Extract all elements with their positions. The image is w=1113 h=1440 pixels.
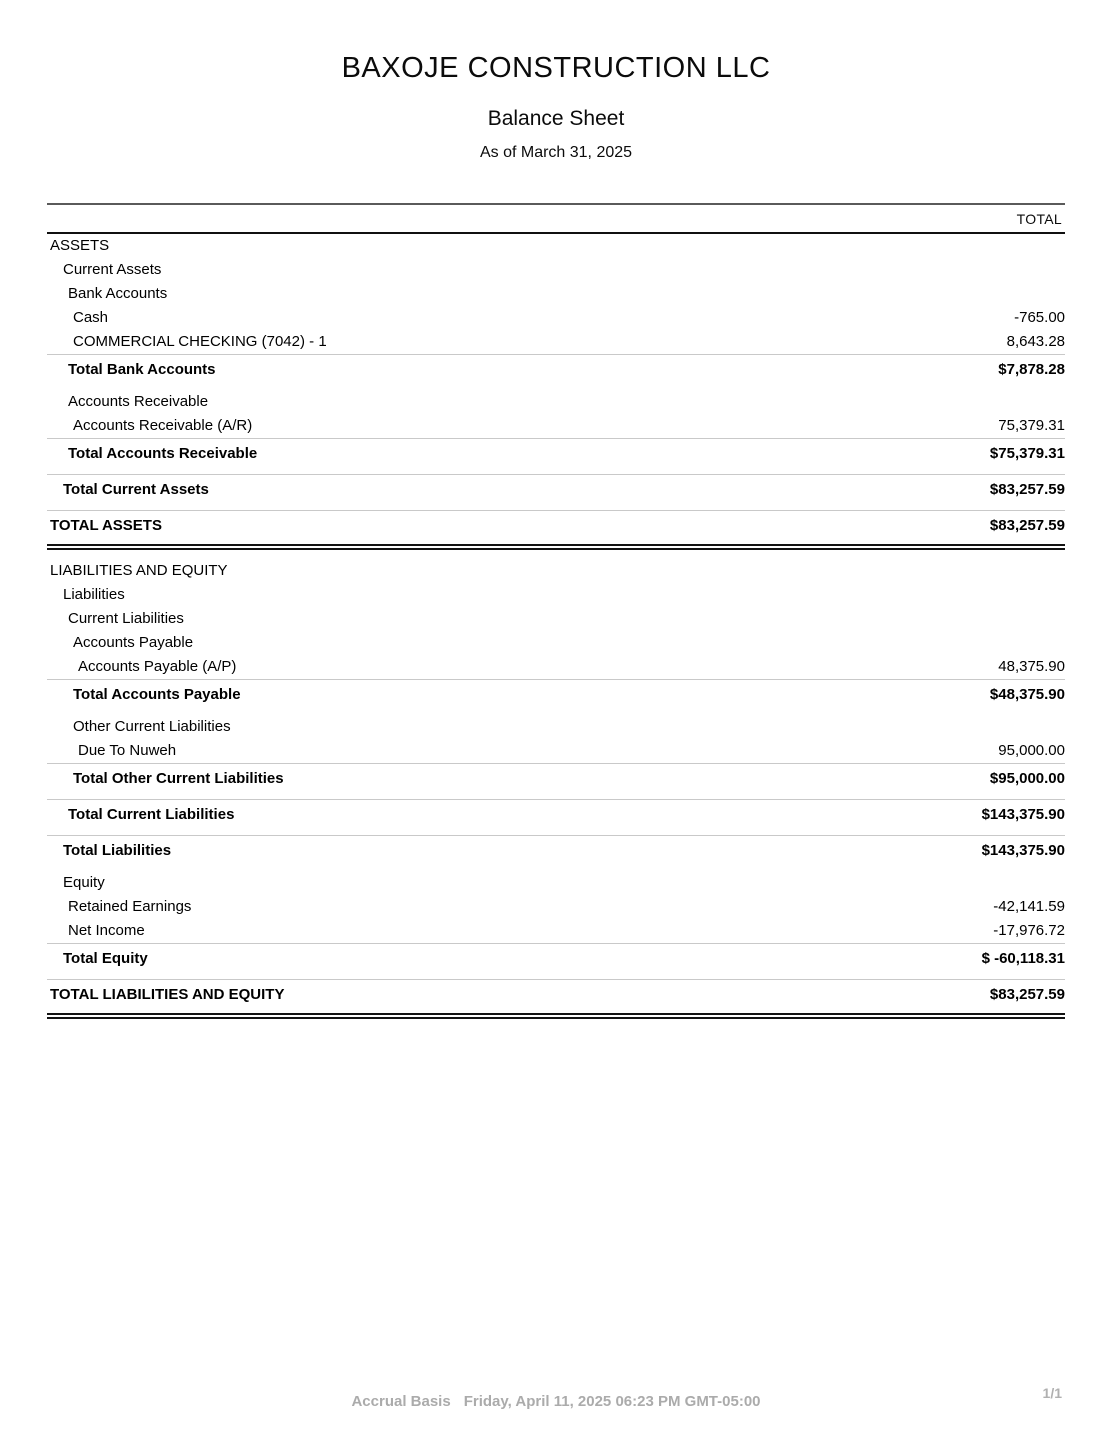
row-label: Accounts Payable (A/P) xyxy=(78,658,237,675)
row-value: $143,375.90 xyxy=(981,842,1065,859)
row-label: Total Current Assets xyxy=(63,481,209,498)
table-row xyxy=(47,739,1065,763)
row-label: Cash xyxy=(73,309,109,326)
report-footer xyxy=(47,1385,1065,1410)
row-value: -42,141.59 xyxy=(993,898,1065,915)
table-row xyxy=(47,330,1065,354)
table-row xyxy=(47,799,1065,830)
row-label: Accounts Receivable xyxy=(68,393,209,410)
table-row xyxy=(47,306,1065,330)
row-label: Bank Accounts xyxy=(68,285,168,302)
page-number: 1/1 xyxy=(1042,1385,1062,1401)
table-row xyxy=(47,679,1065,710)
accounting-basis: Accrual Basis xyxy=(351,1393,451,1410)
table-row xyxy=(47,919,1065,943)
row-value: -765.00 xyxy=(1014,309,1065,326)
report-date: As of March 31, 2025 xyxy=(479,144,633,161)
row-value: $95,000.00 xyxy=(989,770,1065,787)
row-label: Total Bank Accounts xyxy=(68,361,216,378)
report-timestamp: Friday, April 11, 2025 06:23 PM GMT-05:00 xyxy=(463,1393,761,1410)
row-value: 48,375.90 xyxy=(998,658,1065,675)
table-row xyxy=(47,234,1065,258)
table-body xyxy=(47,234,1065,1019)
row-label: COMMERCIAL CHECKING (7042) - 1 xyxy=(73,333,327,350)
row-label: Accounts Receivable (A/R) xyxy=(73,417,253,434)
row-value: $ -60,118.31 xyxy=(981,950,1065,967)
row-label: Total Liabilities xyxy=(63,842,172,859)
table-row xyxy=(47,390,1065,414)
row-label: Total Other Current Liabilities xyxy=(73,770,284,787)
table-row xyxy=(47,583,1065,607)
row-value: 95,000.00 xyxy=(998,742,1065,759)
table-row xyxy=(47,258,1065,282)
row-value: 8,643.28 xyxy=(1006,333,1065,350)
table-row xyxy=(47,895,1065,919)
table-row xyxy=(47,943,1065,974)
row-value: $75,379.31 xyxy=(989,445,1065,462)
table-row xyxy=(47,631,1065,655)
table-row xyxy=(47,835,1065,866)
report-header xyxy=(47,0,1065,162)
report-title: Balance Sheet xyxy=(487,107,625,130)
table-row xyxy=(47,655,1065,679)
table-row xyxy=(47,871,1065,895)
table-row xyxy=(47,979,1065,1019)
row-value: $83,257.59 xyxy=(989,517,1065,534)
row-label: Retained Earnings xyxy=(68,898,192,915)
row-label: Total Accounts Receivable xyxy=(68,445,258,462)
row-label: TOTAL ASSETS xyxy=(50,517,162,534)
row-label: Current Assets xyxy=(63,261,162,278)
table-row xyxy=(47,715,1065,739)
row-label: Total Accounts Payable xyxy=(73,686,241,703)
row-label: Net Income xyxy=(68,922,145,939)
row-value: 75,379.31 xyxy=(998,417,1065,434)
table-row xyxy=(47,438,1065,469)
row-label: Current Liabilities xyxy=(68,610,184,627)
table-header-row xyxy=(47,203,1065,234)
row-label: Other Current Liabilities xyxy=(73,718,231,735)
row-value: -17,976.72 xyxy=(993,922,1065,939)
row-value: $48,375.90 xyxy=(989,686,1065,703)
company-name: BAXOJE CONSTRUCTION LLC xyxy=(341,52,771,84)
table-row xyxy=(47,354,1065,385)
table-row xyxy=(47,510,1065,550)
table-row xyxy=(47,282,1065,306)
row-value: $143,375.90 xyxy=(981,806,1065,823)
table-row xyxy=(47,559,1065,583)
total-column-header: TOTAL xyxy=(1016,211,1062,227)
row-label: Total Current Liabilities xyxy=(68,806,235,823)
row-value: $83,257.59 xyxy=(989,481,1065,498)
row-label: Equity xyxy=(63,874,105,891)
table-row xyxy=(47,414,1065,438)
table-row xyxy=(47,607,1065,631)
row-label: TOTAL LIABILITIES AND EQUITY xyxy=(50,986,285,1003)
row-label: Total Equity xyxy=(63,950,148,967)
row-label: LIABILITIES AND EQUITY xyxy=(50,562,228,579)
row-label: Liabilities xyxy=(63,586,125,603)
balance-sheet-table xyxy=(47,203,1065,1019)
table-row xyxy=(47,474,1065,505)
row-label: Accounts Payable xyxy=(73,634,194,651)
row-label: Due To Nuweh xyxy=(78,742,177,759)
row-label: ASSETS xyxy=(50,237,110,254)
row-value: $83,257.59 xyxy=(989,986,1065,1003)
table-row xyxy=(47,763,1065,794)
row-value: $7,878.28 xyxy=(998,361,1065,378)
